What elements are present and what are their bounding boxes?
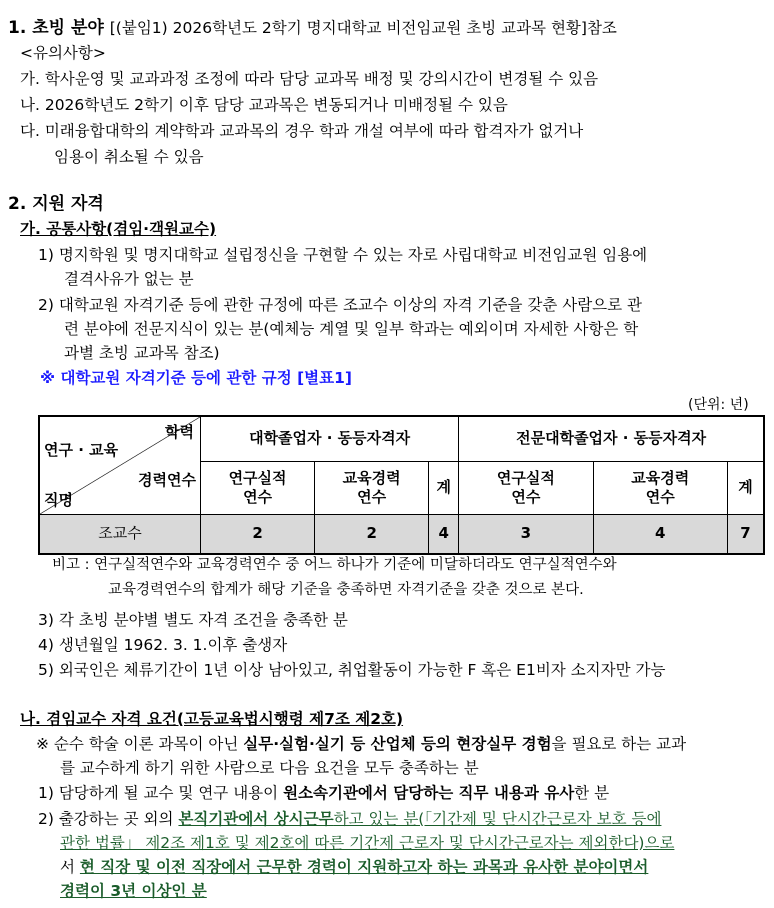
value-cell: 4 bbox=[593, 515, 727, 555]
adjunct-item-2-cont2 bbox=[60, 856, 648, 878]
section1-heading bbox=[8, 16, 617, 41]
value-cell: 4 bbox=[429, 515, 459, 555]
col-total-1: 계 bbox=[429, 462, 459, 515]
corner-label-education: 학력 bbox=[165, 423, 194, 441]
common-item-1-cont: 결격사유가 없는 분 bbox=[64, 270, 194, 288]
notice-item-ga: 가. 학사운영 및 교과과정 조정에 따라 담당 교과목 배정 및 강의시간이 변경될 수 있음 bbox=[20, 70, 599, 88]
group-university-graduate: 대학졸업자 · 동등자격자 bbox=[201, 416, 459, 462]
table-remark-cont: 교육경력연수의 합계가 해당 기준을 충족하면 자격기준을 갖춘 것으로 본다. bbox=[108, 582, 584, 598]
subheading-common: 가. 공통사항(겸임·객원교수) bbox=[20, 220, 217, 238]
qualification-table bbox=[38, 415, 765, 555]
adjunct-item-2-cont2-pre: 서 bbox=[60, 858, 80, 876]
common-item-2-cont1: 련 분야에 전문지식이 있는 분(예체능 계열 및 일부 학과는 예외이며 자세한 사항은 학 bbox=[64, 320, 639, 338]
section2-heading bbox=[8, 192, 104, 217]
col-research-years-2: 연구실적 연수 bbox=[459, 462, 593, 515]
corner-label-position: 직명 bbox=[44, 491, 73, 509]
adjunct-item-2 bbox=[38, 808, 661, 830]
notice-item-da: 다. 미래융합대학의 계약학과 교과목의 경우 학과 개설 여부에 따라 합격자가 없거나 bbox=[20, 122, 584, 140]
section1-reference: [(붙임1) 2026학년도 2학기 명지대학교 비전임교원 초빙 교과목 현황]참조 bbox=[109, 19, 617, 37]
adjunct-item-2-cont3: 경력이 3년 이상인 분 bbox=[60, 882, 207, 900]
adjunct-note bbox=[36, 733, 686, 755]
notice-title: <유의사항> bbox=[20, 44, 106, 62]
adjunct-item-1-emphasis: 원소속기관에서 담당하는 직무 내용과 유사 bbox=[283, 784, 575, 802]
section1-title: 초빙 분야 bbox=[32, 18, 104, 38]
value-cell: 2 bbox=[201, 515, 315, 555]
unit-label: (단위: 년) bbox=[688, 397, 749, 413]
corner-label-career-years: 경력연수 bbox=[138, 471, 196, 489]
subheading-adjunct: 나. 겸임교수 자격 요건(고등교육법시행령 제7조 제2호) bbox=[20, 710, 404, 728]
table-corner-cell bbox=[39, 416, 201, 515]
corner-label-research-teaching: 연구 · 교육 bbox=[44, 441, 119, 459]
value-cell: 3 bbox=[459, 515, 593, 555]
common-item-1: 1) 명지학원 및 명지대학교 설립정신을 구현할 수 있는 자로 사립대학교 비전임교원 임용에 bbox=[38, 246, 648, 264]
adjunct-note-part1: ※ 순수 학술 이론 과목이 아닌 bbox=[36, 735, 244, 753]
section2-number: 2. bbox=[8, 194, 27, 214]
section2-title: 지원 자격 bbox=[32, 194, 104, 214]
common-item-5: 5) 외국인은 체류기간이 1년 이상 남아있고, 취업활동이 가능한 F 혹은 E1비자 소지자만 가능 bbox=[38, 661, 666, 679]
adjunct-note-emphasis: 실무·실험·실기 등 산업체 등의 현장실무 경험 bbox=[243, 735, 552, 753]
row-label-assistant-professor: 조교수 bbox=[39, 515, 201, 555]
common-item-2-cont2: 과별 초빙 교과목 참조) bbox=[64, 344, 220, 362]
table-header-row bbox=[39, 416, 764, 462]
col-teaching-years-2: 교육경력 연수 bbox=[593, 462, 727, 515]
table-row bbox=[39, 515, 764, 555]
common-item-2: 2) 대학교원 자격기준 등에 관한 규정에 따른 조교수 이상의 자격 기준을 갖춘 사람으로 관 bbox=[38, 296, 643, 314]
section1-number: 1. bbox=[8, 18, 27, 38]
adjunct-item-2-post: 하고 있는 분(「기간제 및 단시간근로자 보호 등에 bbox=[333, 810, 662, 828]
adjunct-item-1-post: 한 분 bbox=[574, 784, 610, 802]
notice-item-da-cont: 임용이 취소될 수 있음 bbox=[54, 148, 204, 166]
regulation-reference: ※ 대학교원 자격기준 등에 관한 규정 [별표1] bbox=[40, 369, 352, 387]
value-cell: 2 bbox=[315, 515, 429, 555]
col-research-years-1: 연구실적 연수 bbox=[201, 462, 315, 515]
col-teaching-years-1: 교육경력 연수 bbox=[315, 462, 429, 515]
common-item-3: 3) 각 초빙 분야별 별도 자격 조건을 충족한 분 bbox=[38, 611, 348, 629]
adjunct-note-part2: 을 필요로 하는 교과 bbox=[551, 735, 687, 753]
notice-item-na: 나. 2026학년도 2학기 이후 담당 교과목은 변동되거나 미배정될 수 있음 bbox=[20, 96, 508, 114]
adjunct-item-1 bbox=[38, 782, 609, 804]
adjunct-item-2-pre: 2) 출강하는 곳 외의 bbox=[38, 810, 179, 828]
adjunct-item-2-cont2-emphasis: 현 직장 및 이전 직장에서 근무한 경력이 지원하고자 하는 과목과 유사한 분야이면서 bbox=[79, 858, 649, 876]
adjunct-item-2-cont1: 관한 법률」 제2조 제1호 및 제2호에 따른 기간제 근로자 및 단시간근로자는 제외한다)으로 bbox=[60, 834, 675, 852]
common-item-4: 4) 생년월일 1962. 3. 1.이후 출생자 bbox=[38, 636, 288, 654]
col-total-2: 계 bbox=[727, 462, 764, 515]
adjunct-item-2-emphasis: 본직기관에서 상시근무 bbox=[178, 810, 334, 828]
adjunct-note-cont: 를 교수하게 하기 위한 사람으로 다음 요건을 모두 충족하는 분 bbox=[60, 759, 479, 777]
value-cell: 7 bbox=[727, 515, 764, 555]
group-college-graduate: 전문대학졸업자 · 동등자격자 bbox=[459, 416, 764, 462]
table-remark: 비고 : 연구실적연수와 교육경력연수 중 어느 하나가 기준에 미달하더라도 연구실적연수와 bbox=[52, 557, 617, 573]
adjunct-item-1-pre: 1) 담당하게 될 교수 및 연구 내용이 bbox=[38, 784, 284, 802]
